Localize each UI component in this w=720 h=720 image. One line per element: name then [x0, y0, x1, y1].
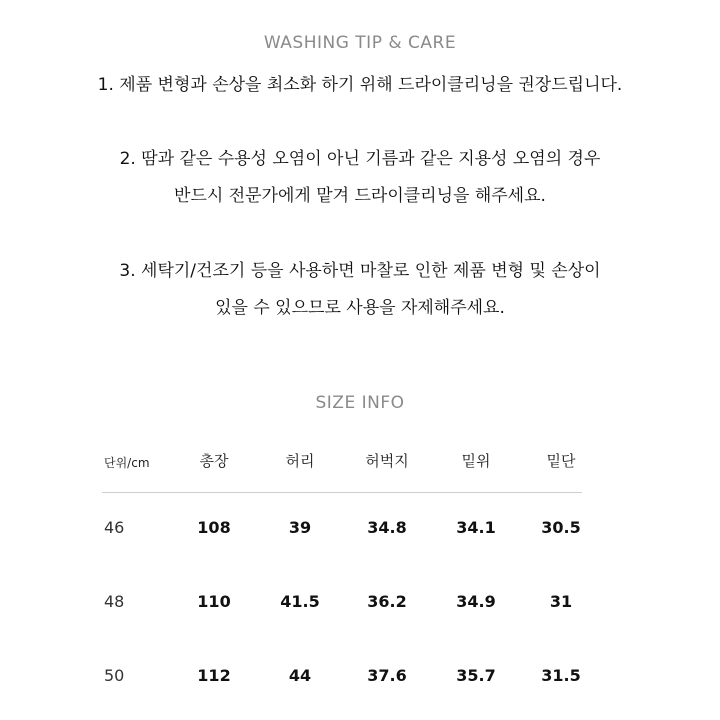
tip-line: 1. 제품 변형과 손상을 최소화 하기 위해 드라이클리닝을 권장드립니다.	[97, 75, 623, 95]
size-info-title: SIZE INFO	[315, 393, 405, 413]
header-rise: 밑위	[461, 452, 491, 470]
waist-cell: 44	[288, 666, 312, 685]
size-table-header	[102, 440, 582, 490]
header-total-length: 총장	[199, 452, 229, 470]
size-cell: 48	[104, 592, 125, 611]
size-cell: 50	[104, 666, 125, 685]
total-length-cell: 110	[197, 592, 231, 611]
thigh-cell: 37.6	[367, 666, 407, 685]
washing-tip	[0, 67, 720, 104]
rise-cell: 35.7	[456, 666, 496, 685]
rise-cell: 34.1	[456, 518, 496, 537]
tip-line: 있을 수 있으므로 사용을 자제해주세요.	[215, 298, 505, 318]
table-row	[102, 592, 582, 622]
header-hem: 밑단	[546, 452, 576, 470]
washing-title: WASHING TIP & CARE	[263, 33, 457, 53]
hem-cell: 31.5	[541, 666, 581, 685]
thigh-cell: 36.2	[367, 592, 407, 611]
size-cell: 46	[104, 518, 125, 537]
table-row	[102, 518, 582, 548]
total-length-cell: 108	[197, 518, 231, 537]
total-length-cell: 112	[197, 666, 231, 685]
table-divider	[102, 492, 582, 493]
header-unit: 단위/cm	[104, 456, 150, 470]
washing-tip	[0, 141, 720, 215]
tip-line: 3. 세탁기/건조기 등을 사용하면 마찰로 인한 제품 변형 및 손상이	[119, 261, 601, 281]
table-row	[102, 666, 582, 696]
tip-line: 2. 땀과 같은 수용성 오염이 아닌 기름과 같은 지용성 오염의 경우	[119, 149, 601, 169]
waist-cell: 41.5	[280, 592, 320, 611]
tip-line: 반드시 전문가에게 맡겨 드라이클리닝을 해주세요.	[174, 186, 546, 206]
hem-cell: 30.5	[541, 518, 581, 537]
header-thigh: 허벅지	[365, 452, 409, 470]
thigh-cell: 34.8	[367, 518, 407, 537]
header-waist: 허리	[285, 452, 315, 470]
waist-cell: 39	[288, 518, 312, 537]
washing-tip	[0, 253, 720, 327]
rise-cell: 34.9	[456, 592, 496, 611]
hem-cell: 31	[549, 592, 573, 611]
